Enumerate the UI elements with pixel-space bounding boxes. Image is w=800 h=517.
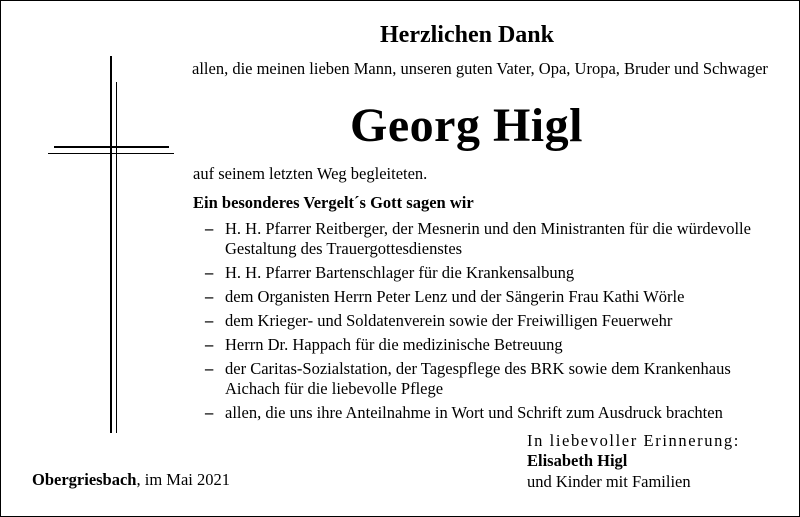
- list-item-text: H. H. Pfarrer Bartenschlager für die Krankensalbung: [225, 263, 575, 282]
- signature-family: und Kinder mit Familien: [527, 472, 691, 491]
- place-town: Obergriesbach: [32, 470, 137, 489]
- bullet-dash: –: [205, 403, 214, 422]
- deceased-name: Georg Higl: [350, 99, 583, 152]
- bullet-dash: –: [205, 359, 214, 378]
- cross-vertical-thin-bar: [116, 82, 117, 433]
- list-item-text: dem Organisten Herrn Peter Lenz und der Sängerin Frau Kathi Wörle: [225, 287, 685, 306]
- bullet-dash: –: [205, 287, 214, 306]
- list-item: [205, 403, 775, 423]
- intro-text: allen, die meinen lieben Mann, unseren guten Vater, Opa, Uropa, Bruder und Schwager: [192, 59, 768, 78]
- notice-heading: Herzlichen Dank: [380, 22, 554, 48]
- thanks-heading: Ein besonderes Vergelt´s Gott sagen wir: [193, 193, 474, 212]
- place-date-text: , im Mai 2021: [136, 470, 230, 489]
- signature-header: In liebevoller Erinnerung:: [527, 431, 740, 450]
- thanks-list: [205, 219, 775, 427]
- cross-vertical-bar: [110, 56, 112, 433]
- list-item: [205, 335, 775, 355]
- list-item: [205, 311, 775, 331]
- list-item-text: der Caritas-Sozialstation, der Tagespflege des BRK sowie dem Krankenhaus Aichach für die liebevolle Pflege: [225, 359, 731, 398]
- list-item: [205, 219, 775, 259]
- signature-name: Elisabeth Higl: [527, 451, 628, 470]
- list-item-text: allen, die uns ihre Anteilnahme in Wort und Schrift zum Ausdruck brachten: [225, 403, 723, 422]
- list-item-text: dem Krieger- und Soldatenverein sowie der Freiwilligen Feuerwehr: [225, 311, 673, 330]
- bullet-dash: –: [205, 311, 214, 330]
- bullet-dash: –: [205, 263, 214, 282]
- list-item: [205, 287, 775, 307]
- place-date: [32, 470, 230, 490]
- cross-horizontal-bar: [54, 146, 169, 148]
- list-item: [205, 359, 775, 399]
- list-item-text: Herrn Dr. Happach für die medizinische Betreuung: [225, 335, 563, 354]
- list-item: [205, 263, 775, 283]
- list-item-text: H. H. Pfarrer Reitberger, der Mesnerin und den Ministranten für die würdevolle Gestaltung des Trauergottesdienstes: [225, 219, 751, 258]
- cross-horizontal-thin-bar: [48, 153, 174, 154]
- bullet-dash: –: [205, 335, 214, 354]
- escort-line: auf seinem letzten Weg begleiteten.: [193, 164, 428, 183]
- bullet-dash: –: [205, 219, 214, 238]
